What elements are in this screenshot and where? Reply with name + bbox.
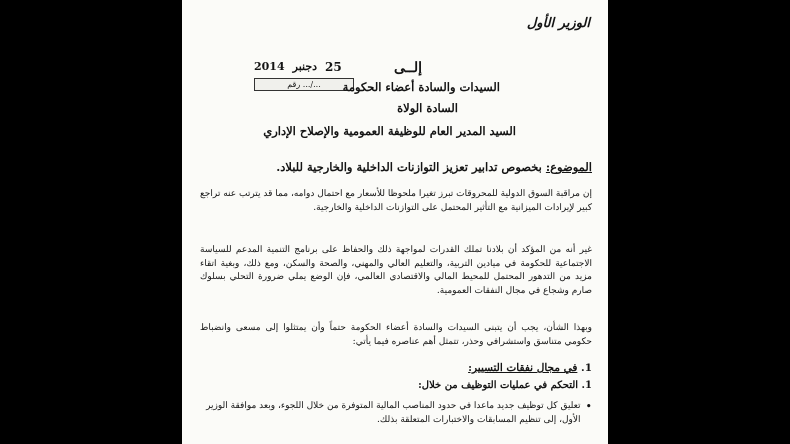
date-year: 2014 bbox=[254, 60, 285, 73]
date-month: دجنبر bbox=[292, 60, 318, 73]
section-number: 1. bbox=[581, 362, 592, 374]
paragraph-3: وبهذا الشأن، يجب أن يتبنى السيدات والسادة أعضاء الحكومة حتماً وأن يمتثلوا إلى مسعى وانضباط حكومي متناسق واستشرافي وحذر، تتمثل أهم عناصره فيما يأتي: bbox=[200, 323, 592, 347]
section-title: في مجال نفقات التسيير: bbox=[468, 362, 578, 374]
recipient-governors: السادة الولاة bbox=[397, 101, 458, 115]
paragraph-2: غير أنه من المؤكد أن بلادنا تملك القدرات لمواجهة ذلك والحفاظ على برنامج التنمية المدعم للسياسة الاجتماعية للحكومة في ميادين التربية، والتعليم العالي والمهني، والصحة والسكن، ومع ذلك، وبغية اتقاء مزيد من التدهور المحتمل للمحيط المالي والاقتصادي العالمي، فإن الوضع يملي ضرورة التحلي بسلوك صارم وشجاع في مجال النفقات العمومية. bbox=[200, 245, 592, 296]
bullet-text: تعليق كل توظيف جديد ماعدا في حدود المناصب المالية المتوفرة من خلال اللجوء، وبعد موافقة الوزير الأول، إلى تنظيم المسابقات والاختبارات المتعلقة بذلك. bbox=[206, 401, 581, 425]
recipient-director-general: السيد المدير العام للوظيفة العمومية والإصلاح الإداري bbox=[263, 124, 516, 138]
sender-title: الوزير الأول bbox=[526, 16, 590, 31]
subject-text: بخصوص تدابير تعزيز التوازنات الداخلية والخارجية للبلاد. bbox=[276, 160, 542, 174]
subject-label: الموضوع: bbox=[545, 160, 592, 174]
bullet-item bbox=[200, 400, 592, 427]
bullet-icon: • bbox=[585, 400, 592, 413]
paragraph-1: إن مراقبة السوق الدولية للمحروقات تبرز تغيرا ملحوظا للأسعار مع احتمال دوامه، مما قد يترتب عنه تراجع كبير لإيرادات الميزانية مع التأثير المحتمل على التوازنات الداخلية والخارجية. bbox=[200, 189, 592, 213]
section-heading bbox=[468, 362, 592, 374]
subject-line bbox=[276, 160, 592, 174]
date-line bbox=[254, 60, 364, 74]
subsection-heading: 1. التحكم في عمليات التوظيف من خلال: bbox=[418, 380, 592, 391]
reference-number: رقم .../... bbox=[254, 78, 354, 91]
to-label: إلــى bbox=[393, 60, 422, 76]
recipient-ministers: السيدات والسادة أعضاء الحكومة bbox=[342, 80, 500, 94]
document-page bbox=[182, 0, 608, 444]
date-day: 25 bbox=[325, 60, 342, 74]
